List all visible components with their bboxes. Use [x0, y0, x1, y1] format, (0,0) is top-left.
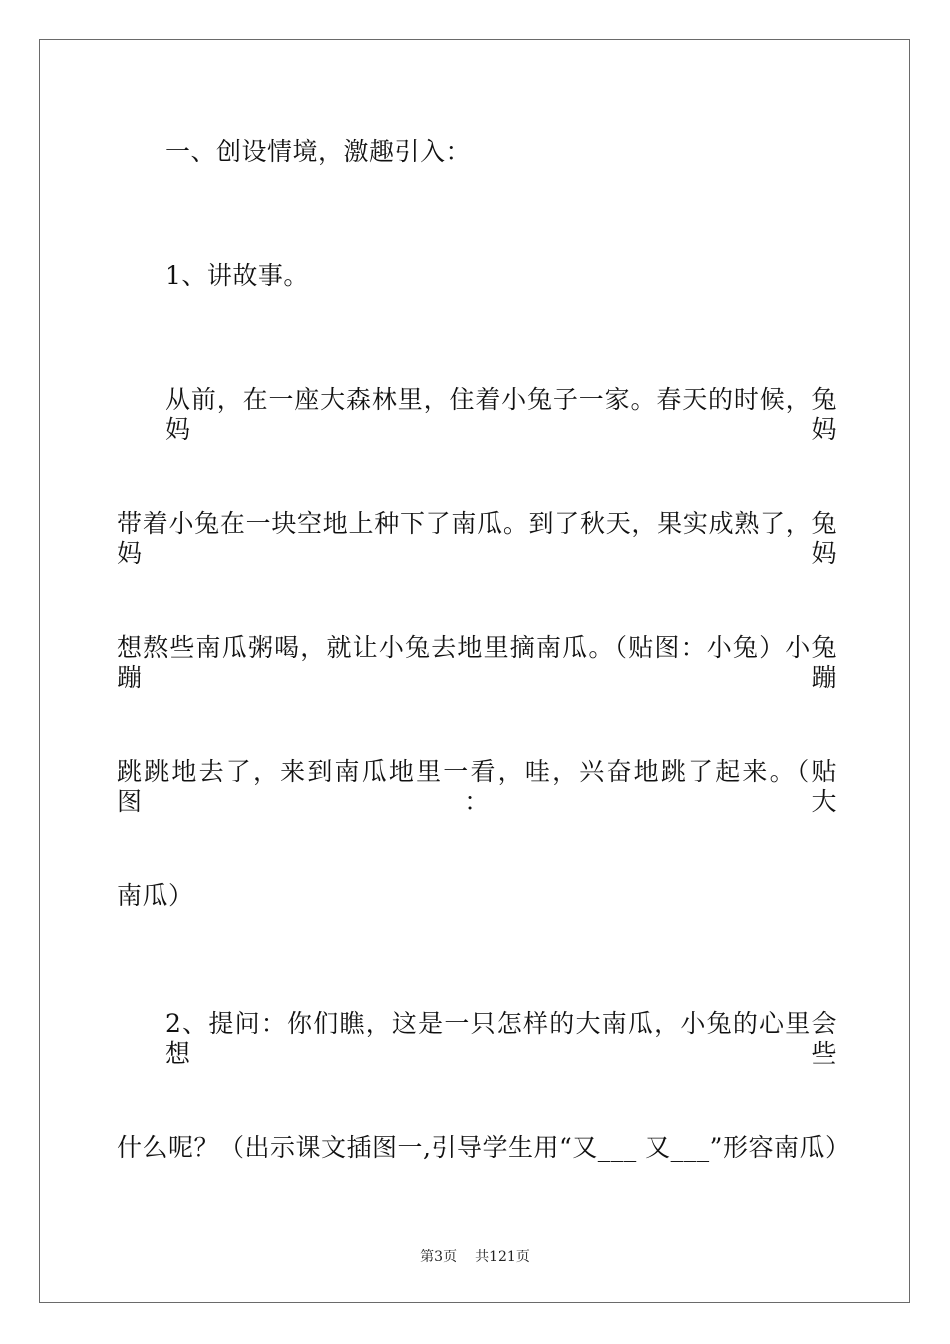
section-heading: 一、创设情境，激趣引入： — [165, 137, 472, 166]
question-line: 什么呢？（出示课文插图一,引导学生用“又___ 又___”形容南瓜） — [117, 1133, 851, 1162]
page-number: 第3页 — [420, 1249, 458, 1265]
page-total: 共121页 — [475, 1249, 530, 1265]
paragraph-line: 南瓜） — [117, 881, 194, 910]
paragraph-line: 想熬些南瓜粥喝，就让小兔去地里摘南瓜。（贴图：小兔）小兔蹦蹦 — [117, 633, 837, 692]
page-footer — [0, 1248, 950, 1266]
question-line: 2、提问：你们瞧，这是一只怎样的大南瓜，小兔的心里会想些 — [165, 1009, 837, 1068]
paragraph-line: 从前，在一座大森林里，住着小兔子一家。春天的时候，兔妈妈 — [165, 385, 837, 444]
paragraph-line: 跳跳地去了，来到南瓜地里一看，哇，兴奋地跳了起来。（贴图：大 — [117, 757, 837, 816]
subheading-story: 1、讲故事。 — [165, 261, 309, 290]
paragraph-line: 带着小兔在一块空地上种下了南瓜。到了秋天，果实成熟了，兔妈妈 — [117, 509, 837, 568]
